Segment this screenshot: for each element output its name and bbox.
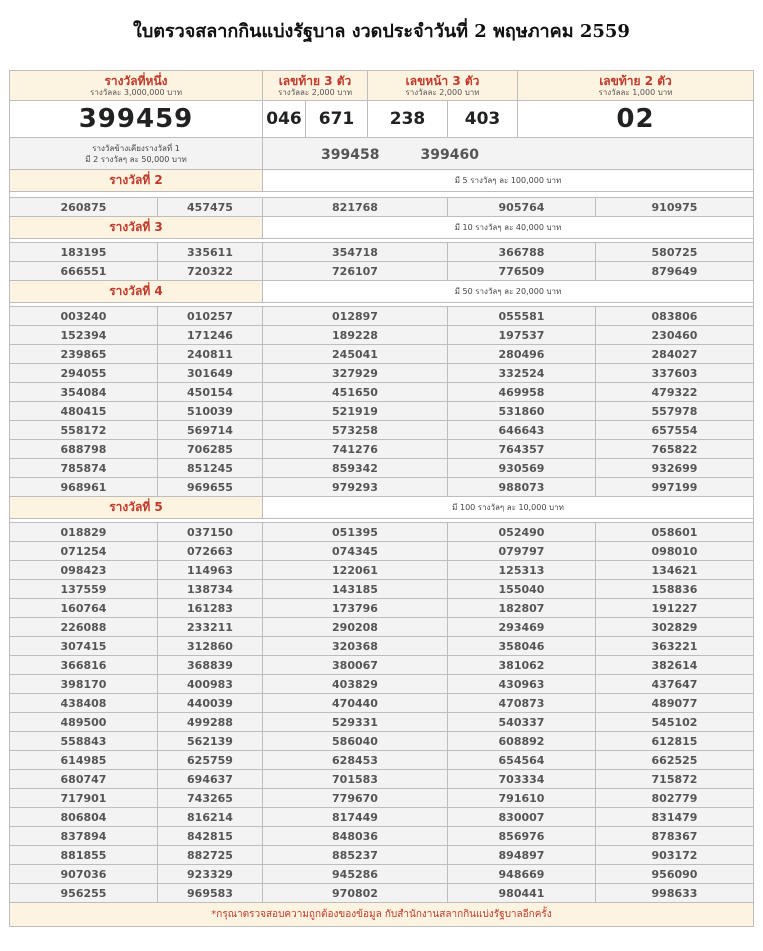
prize-number: 529331 [263, 713, 448, 732]
first-prize-label: รางวัลที่หนึ่ง [104, 73, 168, 88]
table-row [10, 751, 754, 770]
prize-number: 489077 [596, 694, 754, 713]
footer-row [10, 903, 754, 927]
prize-number: 381062 [448, 656, 596, 675]
first-prize-header [10, 71, 263, 101]
prize-number: 776509 [448, 262, 596, 281]
prize-number: 366788 [448, 243, 596, 262]
prize-number: 125313 [448, 561, 596, 580]
front3-number: 403 [448, 101, 518, 138]
prize-number: 018829 [10, 523, 158, 542]
prize-number: 233211 [158, 618, 263, 637]
prize-number: 573258 [263, 421, 448, 440]
prize-number: 680747 [10, 770, 158, 789]
prize-number: 332524 [448, 364, 596, 383]
prize-number: 470873 [448, 694, 596, 713]
prize-number: 450154 [158, 383, 263, 402]
first-prize-sub: รางวัลละ 3,000,000 บาท [90, 87, 182, 97]
prize-number: 817449 [263, 808, 448, 827]
prize-number: 457475 [158, 198, 263, 217]
prize-number: 260875 [10, 198, 158, 217]
prize-number: 785874 [10, 459, 158, 478]
prize-number: 831479 [596, 808, 754, 827]
prize-number: 430963 [448, 675, 596, 694]
prize-number: 302829 [596, 618, 754, 637]
prize-number: 240811 [158, 345, 263, 364]
prize-number: 083806 [596, 307, 754, 326]
prize-number: 894897 [448, 846, 596, 865]
near-prize-number: 399460 [420, 147, 479, 163]
prize-number: 294055 [10, 364, 158, 383]
page-title: ใบตรวจสลากกินแบ่งรัฐบาล งวดประจำวันที่ 2 พฤษภาคม 2559 [133, 21, 630, 42]
prize-number: 701583 [263, 770, 448, 789]
near-prize-header [10, 138, 263, 170]
prize-number: 851245 [158, 459, 263, 478]
near-prize-label: รางวัลข้างเคียงรางวัลที่ 1 [92, 143, 180, 153]
prize-number: 688798 [10, 440, 158, 459]
prize-number: 489500 [10, 713, 158, 732]
prize-number: 842815 [158, 827, 263, 846]
table-row [10, 618, 754, 637]
prize-number: 562139 [158, 732, 263, 751]
prize-number: 816214 [158, 808, 263, 827]
prize-number: 614985 [10, 751, 158, 770]
prize-number: 173796 [263, 599, 448, 618]
prize-number: 856976 [448, 827, 596, 846]
prize-number: 779670 [263, 789, 448, 808]
table-row [10, 345, 754, 364]
prize-label: รางวัลที่ 4 [10, 281, 263, 303]
prize-number: 791610 [448, 789, 596, 808]
prize-number: 010257 [158, 307, 263, 326]
prize-number: 628453 [263, 751, 448, 770]
prize-number: 612815 [596, 732, 754, 751]
winners-row [10, 101, 754, 138]
first-prize-number: 399459 [10, 101, 263, 138]
prize-number: 545102 [596, 713, 754, 732]
prize-number: 160764 [10, 599, 158, 618]
prize-number: 717901 [10, 789, 158, 808]
prize-number: 003240 [10, 307, 158, 326]
table-row [10, 440, 754, 459]
table-row [10, 865, 754, 884]
table-row [10, 656, 754, 675]
prize-number: 134621 [596, 561, 754, 580]
prize-number: 400983 [158, 675, 263, 694]
prize-number: 301649 [158, 364, 263, 383]
table-row [10, 884, 754, 903]
front3-number: 238 [368, 101, 448, 138]
prize-number: 098010 [596, 542, 754, 561]
table-row [10, 198, 754, 217]
prize-number: 988073 [448, 478, 596, 497]
prize-number: 438408 [10, 694, 158, 713]
last3-label: เลขท้าย 3 ตัว [278, 73, 352, 88]
table-row [10, 262, 754, 281]
results-table [9, 70, 754, 927]
table-row [10, 580, 754, 599]
near-prize-sub: มี 2 รางวัลๆ ละ 50,000 บาท [85, 154, 187, 164]
table-row [10, 808, 754, 827]
prize-number: 557978 [596, 402, 754, 421]
prize-number: 197537 [448, 326, 596, 345]
prize-number: 368839 [158, 656, 263, 675]
prize-number: 859342 [263, 459, 448, 478]
prize-number: 239865 [10, 345, 158, 364]
footer-note: *กรุณาตรวจสอบความถูกต้องของข้อมูล กับสำนักงานสลากกินแบ่งรัฐบาลอีกครั้ง [10, 903, 754, 927]
prize-number: 499288 [158, 713, 263, 732]
prize-number: 531860 [448, 402, 596, 421]
prize-number: 654564 [448, 751, 596, 770]
table-row [10, 770, 754, 789]
prize-number: 290208 [263, 618, 448, 637]
prize-number: 510039 [158, 402, 263, 421]
prize-number: 051395 [263, 523, 448, 542]
table-row [10, 326, 754, 345]
prize-number: 741276 [263, 440, 448, 459]
prize-number: 226088 [10, 618, 158, 637]
prize-description: มี 5 รางวัลๆ ละ 100,000 บาท [263, 170, 754, 192]
prize-number: 907036 [10, 865, 158, 884]
prize-number: 143185 [263, 580, 448, 599]
prize-number: 703334 [448, 770, 596, 789]
header-row [10, 71, 754, 101]
prize-number: 970802 [263, 884, 448, 903]
prize-number: 479322 [596, 383, 754, 402]
table-row [10, 561, 754, 580]
prize-number: 764357 [448, 440, 596, 459]
prize-number: 765822 [596, 440, 754, 459]
prize-number: 380067 [263, 656, 448, 675]
prize-number: 881855 [10, 846, 158, 865]
table-row [10, 675, 754, 694]
prize-number: 837894 [10, 827, 158, 846]
prize-number: 437647 [596, 675, 754, 694]
prize-number: 480415 [10, 402, 158, 421]
table-row [10, 694, 754, 713]
prize-number: 558843 [10, 732, 158, 751]
prize-number: 968961 [10, 478, 158, 497]
prize-number: 586040 [263, 732, 448, 751]
prize-number: 879649 [596, 262, 754, 281]
prize-number: 137559 [10, 580, 158, 599]
prize-number: 469958 [448, 383, 596, 402]
prize-number: 037150 [158, 523, 263, 542]
prize-number: 646643 [448, 421, 596, 440]
prize-number: 882725 [158, 846, 263, 865]
prize-number: 956090 [596, 865, 754, 884]
prize-number: 055581 [448, 307, 596, 326]
prize-number: 980441 [448, 884, 596, 903]
table-row [10, 599, 754, 618]
prize-number: 715872 [596, 770, 754, 789]
prize-number: 358046 [448, 637, 596, 656]
prize-number: 161283 [158, 599, 263, 618]
prize-header-row [10, 281, 754, 303]
prize-number: 230460 [596, 326, 754, 345]
prize-number: 580725 [596, 243, 754, 262]
near-prize-number: 399458 [321, 147, 380, 163]
last3-header [263, 71, 368, 101]
prize-description: มี 10 รางวัลๆ ละ 40,000 บาท [263, 217, 754, 239]
front3-sub: รางวัลละ 2,000 บาท [405, 87, 480, 97]
prize-number: 666551 [10, 262, 158, 281]
last2-sub: รางวัลละ 1,000 บาท [598, 87, 673, 97]
prize-number: 114963 [158, 561, 263, 580]
prize-number: 052490 [448, 523, 596, 542]
prize-number: 540337 [448, 713, 596, 732]
prize-number: 706285 [158, 440, 263, 459]
table-row [10, 713, 754, 732]
prize-number: 945286 [263, 865, 448, 884]
prize-number: 956255 [10, 884, 158, 903]
table-row [10, 421, 754, 440]
prize-number: 171246 [158, 326, 263, 345]
table-row [10, 402, 754, 421]
prize-number: 878367 [596, 827, 754, 846]
prize-number: 152394 [10, 326, 158, 345]
prize-number: 905764 [448, 198, 596, 217]
prize-number: 284027 [596, 345, 754, 364]
prize-number: 830007 [448, 808, 596, 827]
prize-number: 569714 [158, 421, 263, 440]
prize-number: 969583 [158, 884, 263, 903]
prize-number: 625759 [158, 751, 263, 770]
prize-number: 802779 [596, 789, 754, 808]
prize-number: 098423 [10, 561, 158, 580]
prize-number: 012897 [263, 307, 448, 326]
last2-header [518, 71, 754, 101]
prize-number: 138734 [158, 580, 263, 599]
last3-number: 046 [263, 101, 306, 138]
prize-number: 307415 [10, 637, 158, 656]
last3-sub: รางวัลละ 2,000 บาท [277, 87, 353, 97]
table-row [10, 542, 754, 561]
prize-description: มี 100 รางวัลๆ ละ 10,000 บาท [263, 497, 754, 519]
prize-number: 183195 [10, 243, 158, 262]
front3-label: เลขหน้า 3 ตัว [405, 73, 480, 88]
prize-number: 806804 [10, 808, 158, 827]
prize-number: 058601 [596, 523, 754, 542]
last2-number: 02 [518, 101, 754, 138]
prize-number: 470440 [263, 694, 448, 713]
prize-number: 354084 [10, 383, 158, 402]
prize-number: 074345 [263, 542, 448, 561]
prize-number: 337603 [596, 364, 754, 383]
near-row [10, 138, 754, 170]
table-row [10, 523, 754, 542]
prize-number: 930569 [448, 459, 596, 478]
prize-number: 354718 [263, 243, 448, 262]
prize-number: 398170 [10, 675, 158, 694]
table-row [10, 307, 754, 326]
prize-label: รางวัลที่ 5 [10, 497, 263, 519]
prize-number: 280496 [448, 345, 596, 364]
table-row [10, 789, 754, 808]
prize-number: 327929 [263, 364, 448, 383]
prize-number: 743265 [158, 789, 263, 808]
prize-number: 558172 [10, 421, 158, 440]
prize-number: 189228 [263, 326, 448, 345]
prize-number: 998633 [596, 884, 754, 903]
prize-number: 979293 [263, 478, 448, 497]
prize-number: 072663 [158, 542, 263, 561]
prize-number: 948669 [448, 865, 596, 884]
prize-number: 182807 [448, 599, 596, 618]
prize-header-row [10, 497, 754, 519]
last3-number: 671 [306, 101, 368, 138]
last2-label: เลขท้าย 2 ตัว [599, 73, 672, 88]
prize-number: 694637 [158, 770, 263, 789]
prize-number: 335611 [158, 243, 263, 262]
prize-number: 726107 [263, 262, 448, 281]
table-row [10, 364, 754, 383]
prize-number: 903172 [596, 846, 754, 865]
prize-number: 071254 [10, 542, 158, 561]
prize-number: 320368 [263, 637, 448, 656]
prize-number: 521919 [263, 402, 448, 421]
prize-description: มี 50 รางวัลๆ ละ 20,000 บาท [263, 281, 754, 303]
prize-number: 821768 [263, 198, 448, 217]
prize-number: 997199 [596, 478, 754, 497]
prize-number: 969655 [158, 478, 263, 497]
prize-number: 403829 [263, 675, 448, 694]
prize-number: 245041 [263, 345, 448, 364]
prize-number: 382614 [596, 656, 754, 675]
prize-number: 657554 [596, 421, 754, 440]
prize-number: 293469 [448, 618, 596, 637]
prize-number: 910975 [596, 198, 754, 217]
prize-number: 312860 [158, 637, 263, 656]
prize-number: 932699 [596, 459, 754, 478]
table-row [10, 243, 754, 262]
table-row [10, 383, 754, 402]
prize-number: 366816 [10, 656, 158, 675]
prize-number: 662525 [596, 751, 754, 770]
prize-label: รางวัลที่ 2 [10, 170, 263, 192]
table-row [10, 732, 754, 751]
prize-number: 079797 [448, 542, 596, 561]
prize-header-row [10, 170, 754, 192]
prize-number: 720322 [158, 262, 263, 281]
table-row [10, 827, 754, 846]
prize-number: 363221 [596, 637, 754, 656]
prize-number: 191227 [596, 599, 754, 618]
front3-header [368, 71, 518, 101]
prize-number: 122061 [263, 561, 448, 580]
table-row [10, 637, 754, 656]
prize-number: 440039 [158, 694, 263, 713]
prize-number: 923329 [158, 865, 263, 884]
prize-number: 885237 [263, 846, 448, 865]
table-row [10, 846, 754, 865]
prize-number: 608892 [448, 732, 596, 751]
near-prize-numbers [263, 138, 754, 170]
prize-number: 451650 [263, 383, 448, 402]
prize-number: 155040 [448, 580, 596, 599]
prize-number: 848036 [263, 827, 448, 846]
prize-header-row [10, 217, 754, 239]
prize-label: รางวัลที่ 3 [10, 217, 263, 239]
table-row [10, 478, 754, 497]
table-row [10, 459, 754, 478]
prize-number: 158836 [596, 580, 754, 599]
